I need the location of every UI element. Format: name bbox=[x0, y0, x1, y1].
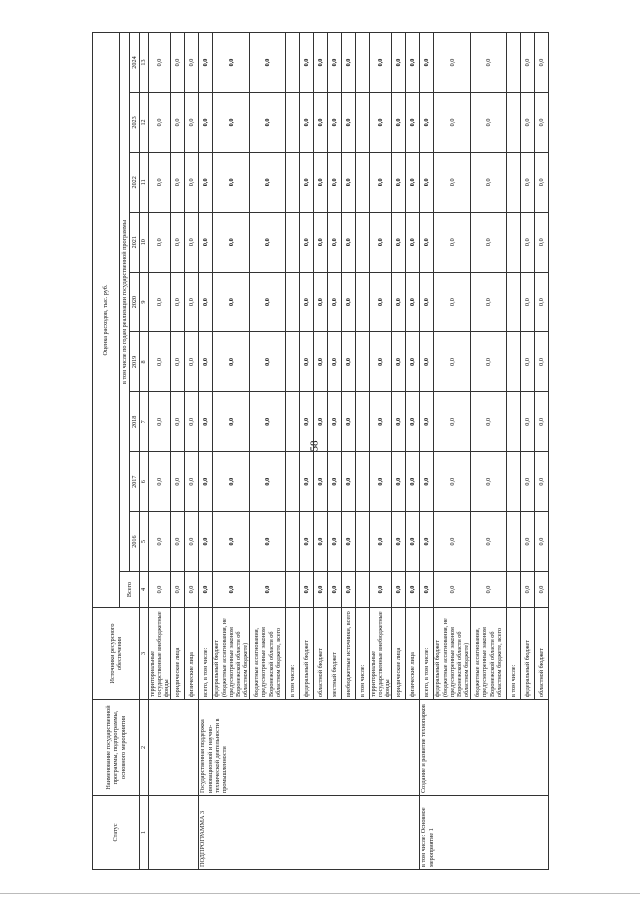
year-value-cell: 0,0 bbox=[149, 93, 171, 153]
header-year-2017: 2017 bbox=[130, 452, 140, 512]
year-value-cell: 0,0 bbox=[213, 332, 250, 392]
year-value-cell: 0,0 bbox=[521, 392, 535, 452]
year-value-cell: 0,0 bbox=[250, 332, 286, 392]
year-value-cell: 0,0 bbox=[314, 33, 328, 93]
funding-source-cell: федеральный бюджет bbox=[300, 608, 314, 700]
table-row bbox=[199, 33, 213, 870]
year-value-cell bbox=[356, 33, 370, 93]
total-value-cell: 0,0 bbox=[471, 572, 507, 608]
year-value-cell: 0,0 bbox=[342, 212, 356, 272]
year-value-cell bbox=[507, 332, 521, 392]
year-value-cell bbox=[286, 272, 300, 332]
year-value-cell: 0,0 bbox=[328, 93, 342, 153]
year-value-cell bbox=[507, 33, 521, 93]
funding-source-cell: в том числе: bbox=[356, 608, 370, 700]
year-value-cell: 0,0 bbox=[420, 452, 434, 512]
year-value-cell: 0,0 bbox=[392, 332, 406, 392]
year-value-cell: 0,0 bbox=[171, 452, 185, 512]
year-value-cell: 0,0 bbox=[406, 212, 420, 272]
year-value-cell: 0,0 bbox=[434, 152, 471, 212]
year-value-cell: 0,0 bbox=[171, 212, 185, 272]
year-value-cell bbox=[286, 452, 300, 512]
header-col-number: 4 bbox=[140, 572, 149, 608]
total-value-cell: 0,0 bbox=[420, 572, 434, 608]
year-value-cell: 0,0 bbox=[406, 93, 420, 153]
year-value-cell: 0,0 bbox=[535, 33, 549, 93]
year-value-cell: 0,0 bbox=[149, 212, 171, 272]
rotated-content bbox=[92, 32, 612, 870]
year-value-cell: 0,0 bbox=[535, 512, 549, 572]
year-value-cell: 0,0 bbox=[328, 392, 342, 452]
header-col-number: 12 bbox=[140, 93, 149, 153]
total-value-cell: 0,0 bbox=[521, 572, 535, 608]
year-value-cell bbox=[507, 212, 521, 272]
total-value-cell: 0,0 bbox=[171, 572, 185, 608]
year-value-cell bbox=[286, 512, 300, 572]
year-value-cell: 0,0 bbox=[392, 152, 406, 212]
total-value-cell: 0,0 bbox=[328, 572, 342, 608]
year-value-cell: 0,0 bbox=[300, 152, 314, 212]
year-value-cell: 0,0 bbox=[250, 152, 286, 212]
year-value-cell: 0,0 bbox=[420, 33, 434, 93]
year-value-cell: 0,0 bbox=[250, 272, 286, 332]
year-value-cell: 0,0 bbox=[535, 212, 549, 272]
funding-source-cell: юридические лица bbox=[392, 608, 406, 700]
total-value-cell: 0,0 bbox=[250, 572, 286, 608]
year-value-cell bbox=[286, 212, 300, 272]
year-value-cell: 0,0 bbox=[406, 512, 420, 572]
year-value-cell bbox=[286, 152, 300, 212]
year-value-cell: 0,0 bbox=[521, 512, 535, 572]
year-value-cell: 0,0 bbox=[471, 272, 507, 332]
year-value-cell bbox=[507, 93, 521, 153]
year-value-cell: 0,0 bbox=[434, 332, 471, 392]
year-value-cell: 0,0 bbox=[171, 392, 185, 452]
total-value-cell: 0,0 bbox=[199, 572, 213, 608]
budget-table bbox=[92, 32, 549, 870]
header-year-2021: 2021 bbox=[130, 212, 140, 272]
funding-source-cell: территориальные государственные внебюджетные фонды bbox=[370, 608, 392, 700]
header-col-number: 13 bbox=[140, 33, 149, 93]
header-col-numbers-row bbox=[140, 33, 149, 870]
year-value-cell: 0,0 bbox=[535, 272, 549, 332]
year-value-cell: 0,0 bbox=[213, 512, 250, 572]
year-value-cell: 0,0 bbox=[199, 33, 213, 93]
year-value-cell: 0,0 bbox=[406, 392, 420, 452]
program-name-cell: Государственная поддержка инновационной и научно-технической деятельности в промышленности bbox=[199, 700, 420, 796]
funding-source-cell: физические лица bbox=[406, 608, 420, 700]
year-value-cell: 0,0 bbox=[149, 332, 171, 392]
year-value-cell bbox=[356, 152, 370, 212]
year-value-cell: 0,0 bbox=[471, 452, 507, 512]
year-value-cell: 0,0 bbox=[185, 392, 199, 452]
year-value-cell: 0,0 bbox=[370, 332, 392, 392]
year-value-cell: 0,0 bbox=[535, 93, 549, 153]
header-year-2019: 2019 bbox=[130, 332, 140, 392]
header-year-2020: 2020 bbox=[130, 272, 140, 332]
year-value-cell: 0,0 bbox=[300, 452, 314, 512]
year-value-cell: 0,0 bbox=[199, 152, 213, 212]
year-value-cell: 0,0 bbox=[250, 392, 286, 452]
total-value-cell: 0,0 bbox=[370, 572, 392, 608]
funding-source-cell: в том числе: bbox=[286, 608, 300, 700]
header-year-2022: 2022 bbox=[130, 152, 140, 212]
funding-source-cell: областной бюджет bbox=[535, 608, 549, 700]
year-value-cell: 0,0 bbox=[199, 452, 213, 512]
scan-edge-line bbox=[0, 893, 640, 894]
funding-source-cell: в том числе: bbox=[507, 608, 521, 700]
funding-source-cell: всего, в том числе: bbox=[420, 608, 434, 700]
year-value-cell: 0,0 bbox=[213, 152, 250, 212]
total-value-cell: 0,0 bbox=[535, 572, 549, 608]
year-value-cell: 0,0 bbox=[300, 93, 314, 153]
year-value-cell: 0,0 bbox=[185, 93, 199, 153]
funding-source-cell: местный бюджет bbox=[328, 608, 342, 700]
header-total: Всего bbox=[120, 572, 140, 608]
year-value-cell: 0,0 bbox=[420, 93, 434, 153]
header-year-2018: 2018 bbox=[130, 392, 140, 452]
header-name: Наименование государственной программы, подпрограммы, основного мероприятия bbox=[93, 700, 140, 796]
year-value-cell: 0,0 bbox=[521, 332, 535, 392]
year-value-cell: 0,0 bbox=[420, 152, 434, 212]
year-value-cell: 0,0 bbox=[250, 212, 286, 272]
funding-source-cell: всего, в том числе: bbox=[199, 608, 213, 700]
year-value-cell: 0,0 bbox=[314, 272, 328, 332]
header-col-number: 5 bbox=[140, 512, 149, 572]
header-col-number: 6 bbox=[140, 452, 149, 512]
year-value-cell bbox=[286, 93, 300, 153]
year-value-cell bbox=[507, 452, 521, 512]
year-value-cell: 0,0 bbox=[149, 152, 171, 212]
year-value-cell: 0,0 bbox=[392, 512, 406, 572]
year-value-cell: 0,0 bbox=[535, 392, 549, 452]
year-value-cell: 0,0 bbox=[521, 93, 535, 153]
year-value-cell: 0,0 bbox=[521, 152, 535, 212]
year-value-cell bbox=[356, 452, 370, 512]
funding-source-cell: федеральный бюджет (бюджетные ассигнования, не предусмотренные законом Воронежской области об областном бюджете) bbox=[213, 608, 250, 700]
total-value-cell bbox=[507, 572, 521, 608]
funding-source-cell: областной бюджет bbox=[314, 608, 328, 700]
total-value-cell: 0,0 bbox=[300, 572, 314, 608]
year-value-cell: 0,0 bbox=[300, 512, 314, 572]
year-value-cell: 0,0 bbox=[535, 332, 549, 392]
year-value-cell: 0,0 bbox=[434, 212, 471, 272]
year-value-cell: 0,0 bbox=[471, 212, 507, 272]
year-value-cell: 0,0 bbox=[213, 452, 250, 512]
header-estimate: Оценка расходов, тыс. руб. bbox=[93, 33, 120, 608]
year-value-cell: 0,0 bbox=[314, 212, 328, 272]
year-value-cell bbox=[356, 332, 370, 392]
header-col-number: 11 bbox=[140, 152, 149, 212]
year-value-cell bbox=[356, 392, 370, 452]
year-value-cell: 0,0 bbox=[420, 512, 434, 572]
year-value-cell bbox=[507, 512, 521, 572]
year-value-cell: 0,0 bbox=[171, 332, 185, 392]
header-col-number: 9 bbox=[140, 272, 149, 332]
header-status: Статус bbox=[93, 796, 140, 870]
year-value-cell bbox=[356, 272, 370, 332]
total-value-cell: 0,0 bbox=[149, 572, 171, 608]
year-value-cell: 0,0 bbox=[434, 392, 471, 452]
year-value-cell: 0,0 bbox=[250, 452, 286, 512]
year-value-cell: 0,0 bbox=[250, 93, 286, 153]
year-value-cell: 0,0 bbox=[213, 33, 250, 93]
table-row bbox=[420, 33, 434, 870]
year-value-cell: 0,0 bbox=[406, 272, 420, 332]
year-value-cell: 0,0 bbox=[328, 332, 342, 392]
year-value-cell: 0,0 bbox=[434, 93, 471, 153]
funding-source-cell: территориальные государственные внебюджетные фонды bbox=[149, 608, 171, 700]
year-value-cell: 0,0 bbox=[314, 392, 328, 452]
table-row bbox=[149, 33, 171, 870]
year-value-cell bbox=[286, 33, 300, 93]
year-value-cell: 0,0 bbox=[185, 212, 199, 272]
year-value-cell: 0,0 bbox=[342, 512, 356, 572]
year-value-cell: 0,0 bbox=[342, 332, 356, 392]
total-value-cell: 0,0 bbox=[434, 572, 471, 608]
year-value-cell: 0,0 bbox=[213, 272, 250, 332]
year-value-cell: 0,0 bbox=[471, 392, 507, 452]
year-value-cell: 0,0 bbox=[300, 392, 314, 452]
funding-source-cell: федеральный бюджет (бюджетные ассигнования, не предусмотренные законом Воронежской области об областном бюджете) bbox=[434, 608, 471, 700]
year-value-cell: 0,0 bbox=[521, 272, 535, 332]
year-value-cell: 0,0 bbox=[314, 332, 328, 392]
year-value-cell: 0,0 bbox=[471, 152, 507, 212]
year-value-cell bbox=[286, 332, 300, 392]
year-value-cell: 0,0 bbox=[213, 93, 250, 153]
year-value-cell: 0,0 bbox=[199, 212, 213, 272]
status-cell: ПОДПРОГРАММА 3 bbox=[199, 796, 420, 870]
year-value-cell: 0,0 bbox=[535, 152, 549, 212]
table-body bbox=[149, 33, 549, 870]
header-year-2016: 2016 bbox=[130, 512, 140, 572]
year-value-cell: 0,0 bbox=[342, 93, 356, 153]
year-value-cell: 0,0 bbox=[342, 33, 356, 93]
funding-source-cell: юридические лица bbox=[171, 608, 185, 700]
year-value-cell bbox=[507, 152, 521, 212]
year-value-cell: 0,0 bbox=[370, 212, 392, 272]
header-col-number: 1 bbox=[140, 796, 149, 870]
year-value-cell bbox=[356, 512, 370, 572]
year-value-cell: 0,0 bbox=[420, 272, 434, 332]
status-cell bbox=[149, 796, 199, 870]
year-value-cell bbox=[356, 93, 370, 153]
total-value-cell: 0,0 bbox=[314, 572, 328, 608]
year-value-cell: 0,0 bbox=[300, 272, 314, 332]
year-value-cell: 0,0 bbox=[420, 392, 434, 452]
year-value-cell bbox=[507, 272, 521, 332]
year-value-cell: 0,0 bbox=[185, 452, 199, 512]
status-cell: в том числе: Основное мероприятие 1 bbox=[420, 796, 549, 870]
year-value-cell: 0,0 bbox=[370, 392, 392, 452]
header-col-number: 8 bbox=[140, 332, 149, 392]
year-value-cell bbox=[356, 212, 370, 272]
year-value-cell: 0,0 bbox=[250, 33, 286, 93]
year-value-cell: 0,0 bbox=[342, 152, 356, 212]
year-value-cell: 0,0 bbox=[314, 93, 328, 153]
year-value-cell: 0,0 bbox=[185, 33, 199, 93]
year-value-cell: 0,0 bbox=[250, 512, 286, 572]
year-value-cell: 0,0 bbox=[185, 332, 199, 392]
year-value-cell: 0,0 bbox=[328, 272, 342, 332]
year-value-cell: 0,0 bbox=[171, 93, 185, 153]
year-value-cell: 0,0 bbox=[420, 212, 434, 272]
year-value-cell: 0,0 bbox=[434, 512, 471, 572]
page-number: 58 bbox=[308, 440, 321, 452]
year-value-cell: 0,0 bbox=[185, 152, 199, 212]
year-value-cell: 0,0 bbox=[300, 33, 314, 93]
year-value-cell: 0,0 bbox=[471, 33, 507, 93]
year-value-cell: 0,0 bbox=[521, 33, 535, 93]
rotated-page bbox=[92, 32, 612, 870]
year-value-cell: 0,0 bbox=[149, 452, 171, 512]
year-value-cell: 0,0 bbox=[149, 512, 171, 572]
year-value-cell: 0,0 bbox=[342, 392, 356, 452]
year-value-cell: 0,0 bbox=[300, 332, 314, 392]
year-value-cell bbox=[286, 392, 300, 452]
year-value-cell: 0,0 bbox=[434, 452, 471, 512]
year-value-cell bbox=[507, 392, 521, 452]
header-col-number: 7 bbox=[140, 392, 149, 452]
header-by-years: в том числе по годам реализации государственной программы bbox=[120, 33, 130, 572]
year-value-cell: 0,0 bbox=[185, 512, 199, 572]
header-year-2024: 2024 bbox=[130, 33, 140, 93]
year-value-cell: 0,0 bbox=[328, 512, 342, 572]
header-year-2023: 2023 bbox=[130, 93, 140, 153]
total-value-cell: 0,0 bbox=[342, 572, 356, 608]
year-value-cell: 0,0 bbox=[171, 152, 185, 212]
year-value-cell: 0,0 bbox=[185, 272, 199, 332]
header-col-number: 2 bbox=[140, 700, 149, 796]
year-value-cell: 0,0 bbox=[406, 152, 420, 212]
year-value-cell: 0,0 bbox=[370, 93, 392, 153]
total-value-cell: 0,0 bbox=[213, 572, 250, 608]
funding-source-cell: физические лица bbox=[185, 608, 199, 700]
year-value-cell: 0,0 bbox=[300, 212, 314, 272]
year-value-cell: 0,0 bbox=[199, 93, 213, 153]
total-value-cell: 0,0 bbox=[392, 572, 406, 608]
funding-source-cell: федеральный бюджет bbox=[521, 608, 535, 700]
program-name-cell: Создание и развитие технопарков bbox=[420, 700, 549, 796]
year-value-cell: 0,0 bbox=[406, 452, 420, 512]
year-value-cell: 0,0 bbox=[199, 332, 213, 392]
year-value-cell: 0,0 bbox=[314, 512, 328, 572]
year-value-cell: 0,0 bbox=[370, 152, 392, 212]
year-value-cell: 0,0 bbox=[392, 212, 406, 272]
year-value-cell: 0,0 bbox=[471, 93, 507, 153]
funding-source-cell: бюджетные ассигнования, предусмотренные законом Воронежской области об областном бюджете, всего bbox=[250, 608, 286, 700]
year-value-cell: 0,0 bbox=[370, 272, 392, 332]
year-value-cell: 0,0 bbox=[171, 33, 185, 93]
year-value-cell: 0,0 bbox=[521, 212, 535, 272]
funding-source-cell: бюджетные ассигнования, предусмотренные законом Воронежской области об областном бюджете, всего bbox=[471, 608, 507, 700]
year-value-cell: 0,0 bbox=[149, 33, 171, 93]
total-value-cell: 0,0 bbox=[185, 572, 199, 608]
year-value-cell: 0,0 bbox=[314, 452, 328, 512]
year-value-cell: 0,0 bbox=[535, 452, 549, 512]
total-value-cell bbox=[286, 572, 300, 608]
year-value-cell: 0,0 bbox=[370, 33, 392, 93]
year-value-cell: 0,0 bbox=[342, 452, 356, 512]
header-col-number: 3 bbox=[140, 608, 149, 700]
year-value-cell: 0,0 bbox=[328, 452, 342, 512]
funding-source-cell: внебюджетные источники, всего bbox=[342, 608, 356, 700]
year-value-cell: 0,0 bbox=[406, 332, 420, 392]
year-value-cell: 0,0 bbox=[171, 272, 185, 332]
year-value-cell: 0,0 bbox=[370, 512, 392, 572]
year-value-cell: 0,0 bbox=[406, 33, 420, 93]
year-value-cell: 0,0 bbox=[392, 272, 406, 332]
header-col-number: 10 bbox=[140, 212, 149, 272]
year-value-cell: 0,0 bbox=[392, 93, 406, 153]
year-value-cell: 0,0 bbox=[149, 392, 171, 452]
year-value-cell: 0,0 bbox=[392, 33, 406, 93]
year-value-cell: 0,0 bbox=[199, 392, 213, 452]
year-value-cell: 0,0 bbox=[171, 512, 185, 572]
year-value-cell: 0,0 bbox=[328, 152, 342, 212]
year-value-cell: 0,0 bbox=[392, 392, 406, 452]
program-name-cell bbox=[149, 700, 199, 796]
year-value-cell: 0,0 bbox=[314, 152, 328, 212]
year-value-cell: 0,0 bbox=[199, 272, 213, 332]
header-source: Источники ресурсного обеспечения bbox=[93, 608, 140, 700]
year-value-cell: 0,0 bbox=[392, 452, 406, 512]
year-value-cell: 0,0 bbox=[471, 332, 507, 392]
year-value-cell: 0,0 bbox=[342, 272, 356, 332]
total-value-cell: 0,0 bbox=[406, 572, 420, 608]
year-value-cell: 0,0 bbox=[420, 332, 434, 392]
year-value-cell: 0,0 bbox=[471, 512, 507, 572]
year-value-cell: 0,0 bbox=[199, 512, 213, 572]
year-value-cell: 0,0 bbox=[434, 272, 471, 332]
year-value-cell: 0,0 bbox=[328, 212, 342, 272]
year-value-cell: 0,0 bbox=[328, 33, 342, 93]
year-value-cell: 0,0 bbox=[521, 452, 535, 512]
year-value-cell: 0,0 bbox=[149, 272, 171, 332]
year-value-cell: 0,0 bbox=[213, 212, 250, 272]
total-value-cell bbox=[356, 572, 370, 608]
year-value-cell: 0,0 bbox=[434, 33, 471, 93]
year-value-cell: 0,0 bbox=[370, 452, 392, 512]
year-value-cell: 0,0 bbox=[213, 392, 250, 452]
